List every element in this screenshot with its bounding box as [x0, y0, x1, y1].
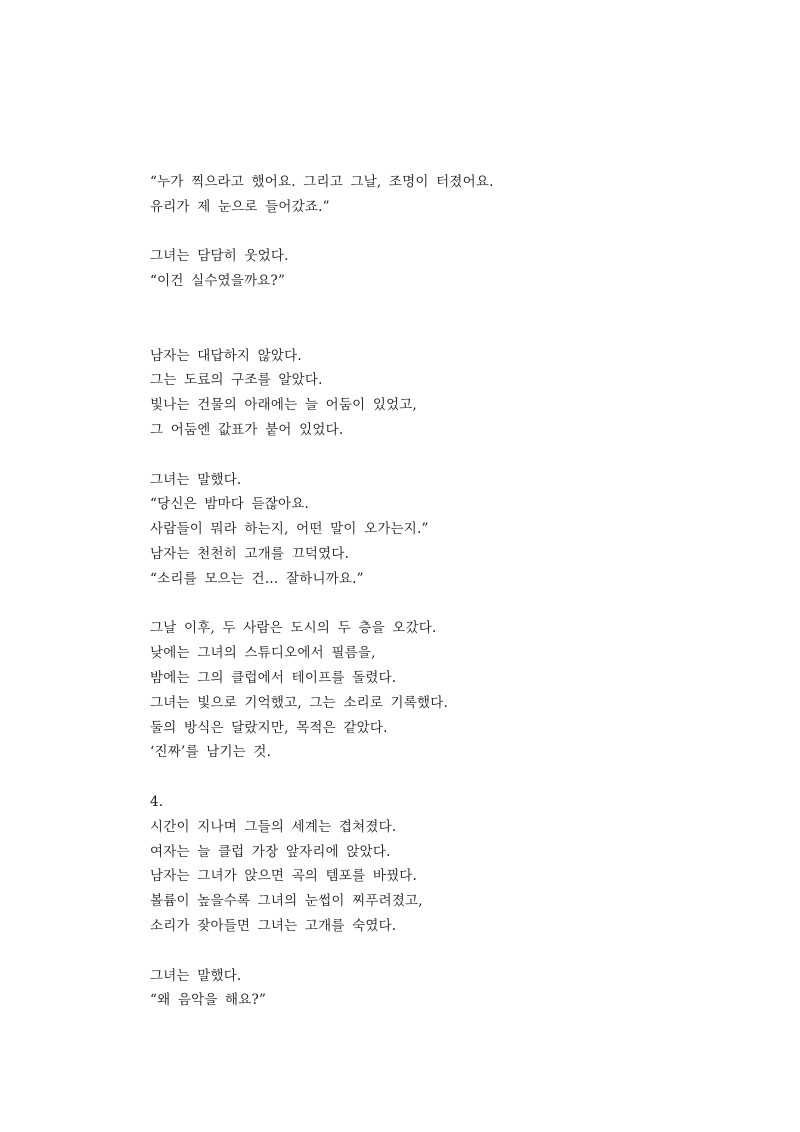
paragraph-gap — [150, 765, 750, 790]
story-text — [150, 170, 750, 1013]
paragraph-gap — [150, 443, 750, 468]
text-line: 빛나는 건물의 아래에는 늘 어둠이 있었고, — [150, 397, 418, 414]
text-line: ‘진짜’를 남기는 것. — [150, 744, 272, 761]
text-line: 남자는 천천히 고개를 끄덕였다. — [150, 545, 350, 562]
text-line: 낮에는 그녀의 스튜디오에서 필름을, — [150, 645, 376, 662]
text-line: 남자는 그녀가 앉으면 곡의 템포를 바꿨다. — [150, 868, 418, 885]
text-line: 여자는 늘 클럽 가장 앞자리에 앉았다. — [150, 843, 391, 860]
text-line: “누가 찍으라고 했어요. 그리고 그날, 조명이 터졌어요. — [150, 174, 494, 190]
text-line: “당신은 밤마다 듣잖아요. — [150, 496, 309, 513]
text-line: 볼륨이 높을수록 그녀의 눈썹이 찌푸려졌고, — [150, 893, 423, 910]
paragraph-gap — [150, 319, 750, 344]
text-line: “왜 음악을 해요?” — [150, 992, 267, 1009]
text-line: 시간이 지나며 그들의 세계는 겹쳐졌다. — [150, 818, 397, 835]
paragraph-gap — [150, 294, 750, 319]
text-line: 밤에는 그의 클럽에서 테이프를 돌렸다. — [150, 669, 397, 686]
text-line: 그는 도료의 구조를 알았다. — [150, 372, 323, 389]
text-line: “이건 실수였을까요?” — [150, 273, 286, 290]
text-line: 그 어둠엔 값표가 붙어 있었다. — [150, 421, 344, 438]
text-line: 남자는 대답하지 않았다. — [150, 347, 302, 364]
text-line: 소리가 잦아들면 그녀는 고개를 숙였다. — [150, 917, 397, 934]
text-line: 그녀는 빛으로 기억했고, 그는 소리로 기록했다. — [150, 694, 449, 711]
text-line: 그녀는 말했다. — [150, 967, 242, 984]
text-line: “소리를 모으는 건… 잘하니까요.” — [150, 570, 364, 587]
paragraph-gap — [150, 592, 750, 617]
text-line: 유리가 제 눈으로 들어갔죠.” — [150, 198, 330, 215]
paragraph-gap — [150, 939, 750, 964]
text-line: 그녀는 말했다. — [150, 471, 242, 488]
text-line: 그녀는 담담히 웃었다. — [150, 248, 289, 265]
text-line: 둘의 방식은 달랐지만, 목적은 같았다. — [150, 719, 388, 736]
text-line: 그날 이후, 두 사람은 도시의 두 층을 오갔다. — [150, 620, 437, 637]
section-number: 4. — [150, 793, 164, 810]
paragraph-gap — [150, 220, 750, 245]
text-line: 사람들이 뭐라 하는지, 어떤 말이 오가는지.” — [150, 521, 429, 538]
